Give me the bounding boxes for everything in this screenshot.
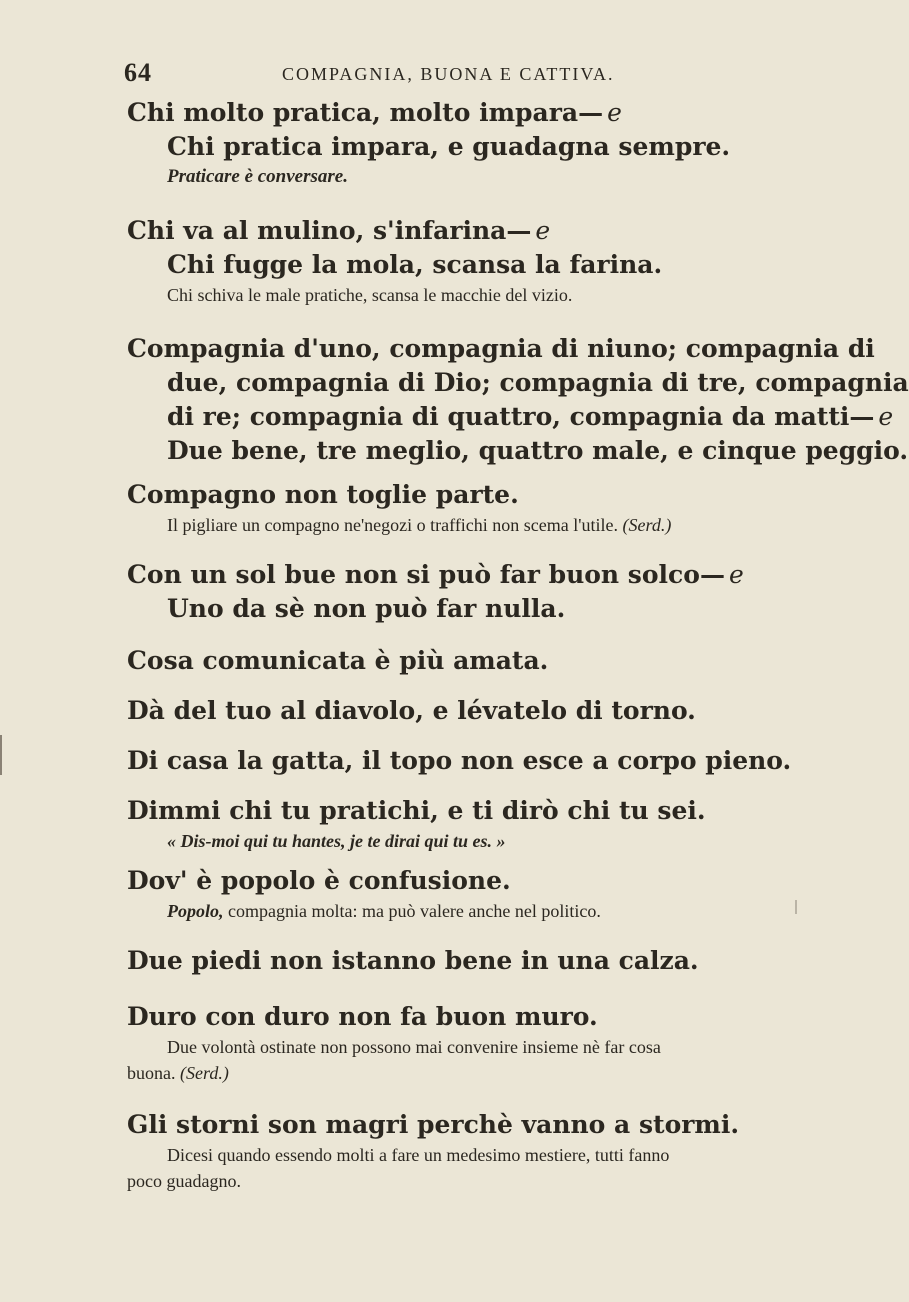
proverb-line: Con un sol bue non si può far buon solco— e (127, 560, 744, 589)
proverb-entry (127, 332, 909, 468)
proverb-line: Duro con duro non fa buon muro. (127, 1002, 598, 1031)
page-edge-mark (0, 735, 2, 775)
proverb-line: Di casa la gatta, il topo non esce a corpo pieno. (127, 746, 792, 775)
proverb-entry (127, 644, 760, 678)
proverb-line: Compagno non toglie parte. (127, 480, 519, 509)
proverb-entry (127, 944, 760, 978)
proverb-line: Compagnia d'uno, compagnia di niuno; compagnia di (127, 334, 875, 363)
proverb-line: Dà del tuo al diavolo, e lévatelo di torno. (127, 696, 696, 725)
proverb-entry (127, 214, 760, 308)
proverb-line: Dimmi chi tu pratichi, e ti dirò chi tu sei. (127, 796, 706, 825)
proverb-line: Due piedi non istanno bene in una calza. (127, 946, 699, 975)
proverb-entry (127, 478, 760, 538)
proverb-entry (127, 1108, 760, 1194)
proverb-note: Chi schiva le male pratiche, scansa le macchie del vizio. (167, 285, 573, 305)
proverb-note: « Dis-moi qui tu hantes, je te dirai qui tu es. » (167, 831, 506, 851)
proverb-entry (127, 558, 760, 626)
proverb-line: due, compagnia di Dio; compagnia di tre, compagnia (167, 368, 909, 397)
proverb-entry (127, 1000, 760, 1086)
proverb-line: Chi fugge la mola, scansa la farina. (167, 250, 663, 279)
proverb-note: Dicesi quando essendo molti a fare un medesimo mestiere, tutti fanno poco guadagno. (127, 1145, 670, 1191)
running-title: COMPAGNIA, BUONA E CATTIVA. (282, 64, 615, 84)
proverb-entry (127, 694, 760, 728)
proverb-line: Due bene, tre meglio, quattro male, e cinque peggio. (167, 436, 909, 465)
proverb-entry (127, 794, 760, 854)
proverb-entry (127, 744, 792, 778)
page-header (124, 58, 740, 92)
page-number: 64 (124, 58, 152, 87)
proverb-line: Cosa comunicata è più amata. (127, 646, 549, 675)
proverb-note: Praticare è conversare. (167, 166, 348, 187)
proverb-note: Il pigliare un compagno ne'negozi o traffichi non scema l'utile. (Serd.) (167, 515, 672, 535)
proverb-note: Popolo, compagnia molta: ma può valere anche nel politico. (167, 901, 601, 921)
proverb-line: Chi pratica impara, e guadagna sempre. (167, 132, 731, 161)
proverb-line: di re; compagnia di quattro, compagnia da matti— e (167, 402, 894, 431)
proverb-line: Uno da sè non può far nulla. (167, 594, 566, 623)
proverb-line: Chi molto pratica, molto impara— e (127, 98, 622, 127)
proverb-entry (127, 864, 760, 924)
page-edge-mark (795, 900, 797, 914)
proverb-note: Due volontà ostinate non possono mai convenire insieme nè far cosa buona. (Serd.) (127, 1037, 661, 1083)
proverb-line: Gli storni son magri perchè vanno a stormi. (127, 1110, 740, 1139)
proverb-line: Dov' è popolo è confusione. (127, 866, 511, 895)
proverb-entry (127, 96, 760, 190)
proverb-line: Chi va al mulino, s'infarina— e (127, 216, 551, 245)
